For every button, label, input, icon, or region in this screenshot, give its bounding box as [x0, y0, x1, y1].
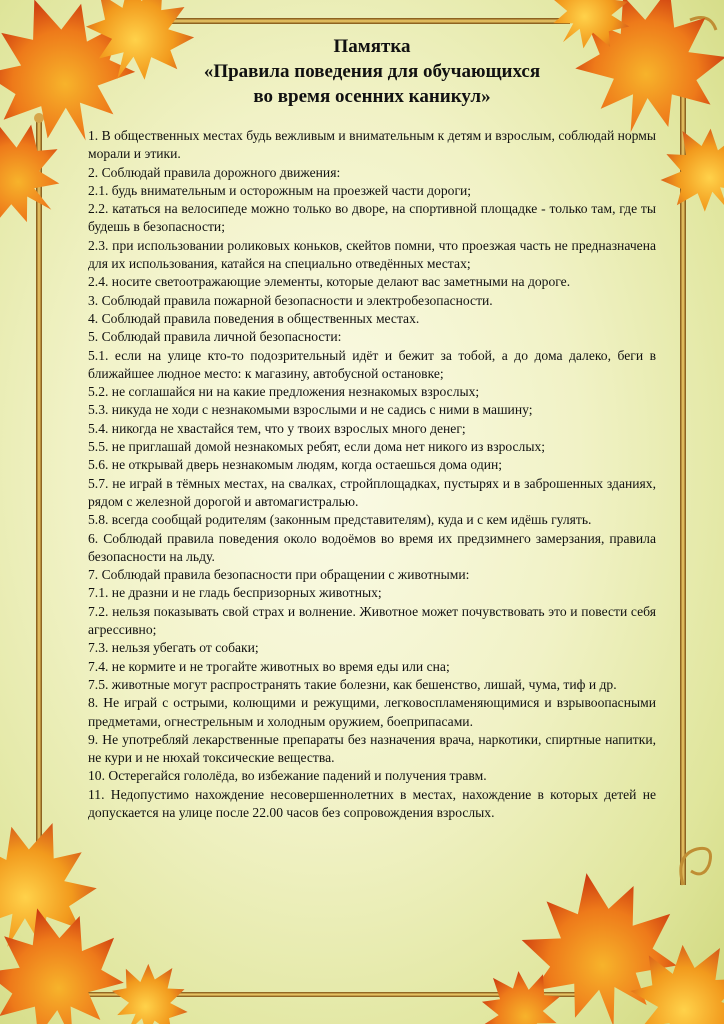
rule-item: [88, 164, 656, 182]
rule-text: будь внимательным и осторожным на проезжей части дороги;: [111, 182, 472, 198]
rule-text: всегда сообщай родителям (законным представителям), куда и с кем идёшь гулять.: [111, 512, 592, 528]
rule-number: 5.3.: [88, 402, 109, 418]
rule-item: [88, 566, 656, 584]
memo-content: [88, 34, 656, 822]
rule-text: Остерегайся гололёда, во избежание падений и получения травм.: [108, 768, 487, 784]
rule-item: [88, 438, 656, 456]
rule-number: 5.7.: [88, 475, 109, 491]
memo-title: [88, 34, 656, 109]
rule-text: Недопустимо нахождение несовершеннолетних в местах, нахождение в которых детей не допускается на улице после 22.00 часов без сопровождения взрослых.: [88, 786, 656, 820]
rule-number: 7.1.: [88, 585, 109, 601]
maple-leaf-icon: [0, 801, 203, 1024]
rule-item: [88, 731, 656, 768]
rule-text: Соблюдай правила личной безопасности:: [101, 329, 342, 345]
rule-number: 7.2.: [88, 603, 109, 619]
title-line: Памятка: [333, 36, 411, 57]
rule-item: [88, 475, 656, 512]
rule-text: нельзя показывать свой страх и волнение. Животное может почувствовать это и повести себя агрессивно;: [88, 603, 656, 638]
rule-number: 2.: [88, 164, 99, 180]
rule-item: [88, 127, 656, 164]
rule-number: 4.: [88, 310, 99, 326]
rule-number: 9.: [88, 731, 99, 747]
rule-item: [88, 347, 656, 384]
rule-text: если на улице кто-то подозрительный идёт и бежит за тобой, а до дома далеко, беги в ближайшее людное место: к магазину, автобусной остановке;: [88, 347, 656, 381]
rule-number: 5.5.: [88, 439, 109, 455]
rule-number: 6.: [88, 530, 99, 546]
rule-text: Не употребляй лекарственные препараты без назначения врача, наркотики, спиртные напитки, не кури и не нюхай токсические вещества.: [88, 731, 657, 766]
rule-item: [88, 658, 656, 676]
rule-text: Соблюдай правила дорожного движения:: [101, 164, 341, 180]
rule-number: 7.: [88, 567, 99, 583]
rule-number: 10.: [88, 768, 105, 784]
rule-text: Соблюдай правила поведения в общественных местах.: [101, 310, 420, 326]
rule-number: 11.: [88, 786, 105, 802]
rule-number: 2.2.: [88, 201, 109, 217]
rule-number: 5.2.: [88, 384, 109, 400]
rule-text: Соблюдай правила пожарной безопасности и электробезопасности.: [101, 292, 493, 308]
rule-text: нельзя убегать от собаки;: [111, 640, 259, 656]
rule-number: 5.4.: [88, 420, 109, 436]
title-line: «Правила поведения для обучающихся: [203, 61, 541, 82]
rule-text: не приглашай домой незнакомых ребят, если дома нет никого из взрослых;: [111, 439, 546, 455]
rule-text: Не играй с острыми, колющими и режущими, легковоспламеняющимися и взрывоопасными предметами, огнестрельным и холодным оружием, боеприпасами.: [88, 695, 656, 729]
rule-text: никуда не ходи с незнакомыми взрослыми и не садись с ними в машину;: [111, 402, 533, 418]
rule-item: [88, 200, 656, 237]
rule-item: [88, 328, 656, 346]
rule-text: В общественных местах будь вежливым и внимательным к детям и взрослым, соблюдай нормы морали и этики.: [88, 128, 657, 162]
rule-text: Соблюдай правила безопасности при обращении с животными:: [101, 567, 470, 583]
rule-item: [88, 401, 656, 419]
rule-item: [88, 603, 656, 640]
rule-number: 7.3.: [88, 640, 109, 656]
rule-number: 7.4.: [88, 658, 109, 674]
rule-text: животные могут распространять такие болезни, как бешенство, лишай, чума, тиф и др.: [111, 676, 617, 692]
rule-item: [88, 182, 656, 200]
rule-text: не кормите и не трогайте животных во время еды или сна;: [111, 658, 450, 674]
rule-number: 2.3.: [88, 237, 109, 253]
rule-text: кататься на велосипеде можно только во дворе, на спортивной площадке - только там, где ты будешь в безопасности;: [88, 201, 656, 235]
rule-item: [88, 383, 656, 401]
rule-number: 2.1.: [88, 182, 109, 198]
rule-item: [88, 676, 656, 694]
rule-item: [88, 511, 656, 529]
rule-text: не играй в тёмных местах, на свалках, стройплощадках, пустырях и в заброшенных зданиях, рядом с железной дорогой и автомагистралью.: [88, 475, 657, 509]
rule-item: [88, 786, 656, 823]
rule-text: не соглашайся ни на какие предложения незнакомых взрослых;: [111, 384, 480, 400]
title-line: во время осенних каникул»: [253, 86, 491, 107]
rule-item: [88, 292, 656, 310]
rule-number: 5.1.: [88, 347, 109, 363]
rule-number: 5.: [88, 329, 99, 345]
rule-text: при использовании роликовых коньков, скейтов помни, что проезжая часть не предназначена для их использования, катайся на специально отведённых местах;: [88, 237, 657, 272]
rule-item: [88, 639, 656, 657]
rule-text: никогда не хвастайся тем, что у твоих взрослых много денег;: [111, 420, 466, 436]
rule-number: 2.4.: [88, 274, 109, 290]
rule-item: [88, 694, 656, 731]
rule-text: не дразни и не гладь беспризорных животных;: [111, 585, 382, 601]
rule-number: 5.6.: [88, 457, 109, 473]
rule-number: 1.: [88, 128, 99, 143]
rule-text: носите светоотражающие элементы, которые делают вас заметными на дороге.: [111, 274, 571, 290]
rule-item: [88, 530, 656, 567]
rule-item: [88, 420, 656, 438]
rule-item: [88, 237, 656, 274]
rule-item: [88, 767, 656, 785]
rule-number: 3.: [88, 292, 99, 308]
rule-text: Соблюдай правила поведения около водоёмов во время их предзимнего замерзания, правила безопасности на льду.: [88, 530, 656, 564]
rule-number: 5.8.: [88, 512, 109, 528]
rules-list: [88, 127, 656, 822]
rule-number: 8.: [88, 695, 99, 711]
rule-text: не открывай дверь незнакомым людям, когда остаешься дома один;: [111, 457, 503, 473]
rule-item: [88, 273, 656, 291]
rule-number: 7.5.: [88, 676, 109, 692]
rule-item: [88, 584, 656, 602]
rule-item: [88, 310, 656, 328]
rule-item: [88, 456, 656, 474]
